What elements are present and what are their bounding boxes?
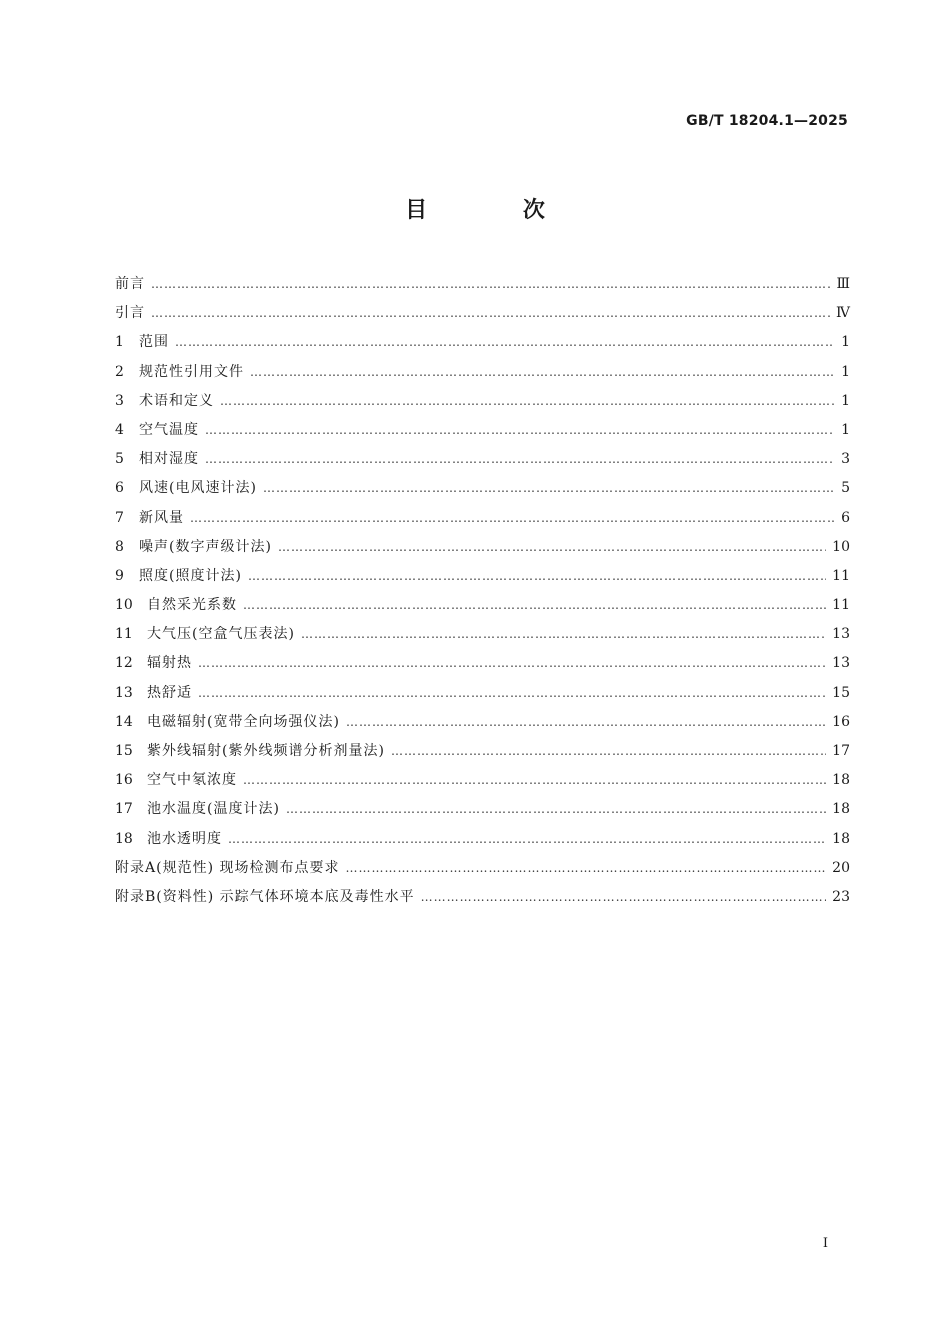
toc-entry-label: 风速(电风速计法): [139, 480, 257, 497]
toc-dot-leader: [301, 620, 826, 649]
toc-entry-page: 18: [832, 772, 850, 789]
toc-entry-number: 18: [115, 830, 133, 847]
toc-entry-label: 辐射热: [147, 655, 192, 672]
toc-entry[interactable]: [115, 328, 850, 357]
toc-entry-page: 3: [841, 451, 850, 468]
toc-entry-label: 规范性引用文件: [139, 363, 244, 380]
toc-dot-leader: [205, 445, 834, 474]
toc-dot-leader: [243, 766, 826, 795]
toc-entry[interactable]: [115, 533, 850, 562]
toc-entry-number: 4: [115, 421, 124, 438]
toc-entry[interactable]: [115, 708, 850, 737]
toc-entry[interactable]: [115, 474, 850, 503]
toc-entry-number: 6: [115, 480, 124, 497]
toc-entry-number: 7: [115, 509, 124, 526]
toc-entry-number: 8: [115, 538, 124, 555]
toc-dot-leader: [391, 737, 826, 766]
toc-dot-leader: [198, 649, 826, 678]
toc-entry-label: 紫外线辐射(紫外线频谱分析剂量法): [147, 743, 385, 759]
toc-entry-page: Ⅲ: [836, 276, 850, 292]
toc-entry-page: 18: [832, 830, 850, 847]
toc-entry-number: 13: [115, 684, 133, 701]
toc-dot-leader: [346, 708, 826, 737]
toc-entry-number: 12: [115, 655, 133, 672]
toc-entry-page: Ⅳ: [836, 305, 850, 322]
toc-entry-page: 17: [832, 743, 850, 759]
toc-entry-label: 电磁辐射(宽带全向场强仪法): [147, 713, 340, 730]
toc-entry-number: 11: [115, 626, 133, 643]
toc-entry[interactable]: [115, 270, 850, 299]
toc-entry-page: 1: [841, 363, 850, 380]
toc-entry[interactable]: [115, 766, 850, 795]
toc-entry-page: 6: [841, 509, 850, 526]
toc-entry-label: 附录A(规范性) 现场检测布点要求: [115, 859, 340, 876]
toc-entry-label: 噪声(数字声级计法): [139, 538, 272, 555]
toc-dot-leader: [205, 416, 834, 445]
toc-entry-label: 附录B(资料性) 示踪气体环境本底及毒性水平: [115, 888, 415, 905]
toc-dot-leader: [151, 270, 830, 299]
toc-entry[interactable]: [115, 825, 850, 854]
toc-dot-leader: [345, 854, 826, 883]
table-of-contents: [115, 270, 850, 912]
toc-entry-number: 1: [115, 334, 124, 351]
toc-entry[interactable]: [115, 358, 850, 387]
toc-entry-page: 23: [832, 888, 850, 905]
toc-dot-leader: [286, 795, 826, 824]
toc-entry[interactable]: [115, 416, 850, 445]
toc-dot-leader: [243, 591, 826, 620]
toc-dot-leader: [175, 328, 834, 357]
toc-entry-number: 3: [115, 392, 124, 409]
toc-entry-page: 20: [832, 859, 850, 876]
toc-entry-page: 11: [832, 597, 850, 614]
toc-entry[interactable]: [115, 883, 850, 912]
toc-entry-label: 照度(照度计法): [139, 567, 242, 584]
page-title: 目 次: [405, 198, 589, 223]
toc-entry-number: 10: [115, 597, 133, 614]
standard-number: GB/T 18204.1—2025: [686, 113, 848, 129]
toc-entry-label: 自然采光系数: [147, 597, 237, 614]
toc-entry[interactable]: [115, 387, 850, 416]
toc-entry-page: 10: [832, 538, 850, 555]
toc-entry[interactable]: [115, 562, 850, 591]
toc-entry-label: 新风量: [139, 509, 184, 526]
toc-entry-page: 15: [832, 684, 850, 701]
toc-entry-label: 前言: [115, 276, 145, 292]
toc-entry[interactable]: [115, 854, 850, 883]
toc-entry-label: 空气中氡浓度: [147, 772, 237, 789]
toc-entry-page: 16: [832, 713, 850, 730]
toc-entry-number: 17: [115, 801, 133, 818]
toc-entry[interactable]: [115, 649, 850, 678]
page-number: I: [822, 1236, 828, 1251]
toc-entry-page: 13: [832, 655, 850, 672]
toc-dot-leader: [278, 533, 826, 562]
toc-entry-label: 空气温度: [139, 421, 199, 438]
toc-entry-label: 大气压(空盒气压表法): [147, 626, 295, 643]
toc-entry-label: 热舒适: [147, 684, 192, 701]
toc-dot-leader: [220, 387, 834, 416]
toc-entry-label: 池水温度(温度计法): [147, 801, 280, 818]
toc-entry[interactable]: [115, 679, 850, 708]
toc-dot-leader: [190, 504, 834, 533]
toc-entry-number: 2: [115, 363, 124, 380]
toc-entry-page: 11: [832, 567, 850, 584]
toc-dot-leader: [250, 358, 834, 387]
toc-entry-label: 引言: [115, 305, 145, 322]
toc-dot-leader: [248, 562, 826, 591]
toc-entry-page: 1: [841, 392, 850, 409]
toc-entry-page: 18: [832, 801, 850, 818]
toc-entry-label: 相对湿度: [139, 451, 199, 468]
toc-entry-number: 16: [115, 772, 133, 789]
toc-dot-leader: [263, 474, 834, 503]
toc-entry[interactable]: [115, 737, 850, 766]
toc-dot-leader: [198, 679, 826, 708]
toc-entry[interactable]: [115, 299, 850, 328]
toc-entry-label: 池水透明度: [147, 830, 222, 847]
toc-entry[interactable]: [115, 795, 850, 824]
toc-entry-number: 9: [115, 567, 124, 584]
toc-entry[interactable]: [115, 445, 850, 474]
toc-entry[interactable]: [115, 620, 850, 649]
toc-entry-number: 5: [115, 451, 124, 468]
toc-entry-page: 5: [841, 480, 850, 497]
toc-dot-leader: [151, 299, 830, 328]
toc-entry[interactable]: [115, 591, 850, 620]
toc-entry-page: 1: [841, 334, 850, 351]
toc-dot-leader: [228, 825, 826, 854]
toc-entry-label: 范围: [139, 334, 169, 351]
toc-entry-number: 14: [115, 713, 133, 730]
toc-entry-number: 15: [115, 743, 133, 759]
toc-entry-page: 1: [841, 421, 850, 438]
toc-entry-label: 术语和定义: [139, 392, 214, 409]
toc-entry[interactable]: [115, 504, 850, 533]
toc-dot-leader: [421, 883, 827, 912]
toc-entry-page: 13: [832, 626, 850, 643]
